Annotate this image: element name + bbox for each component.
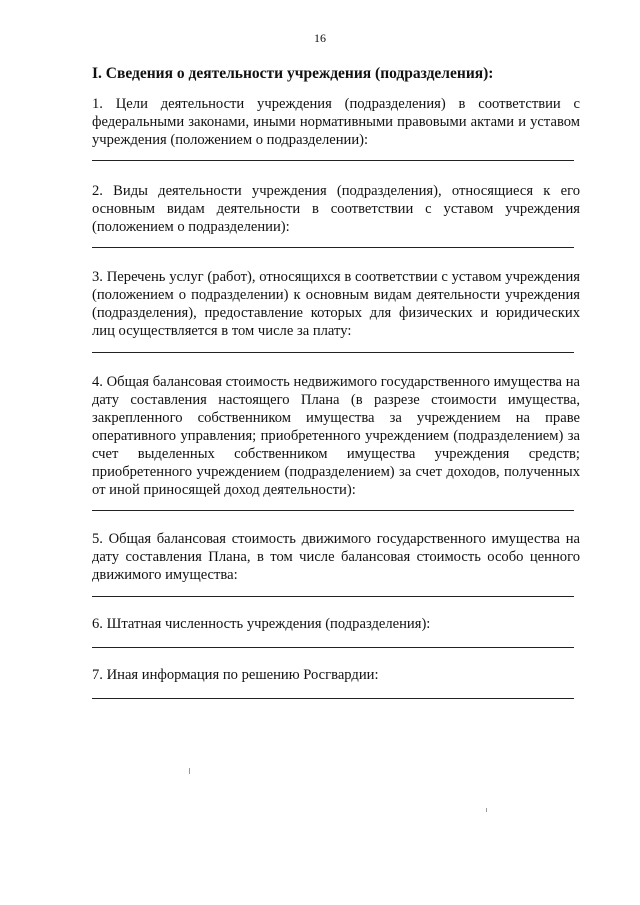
item-2-text: 2. Виды деятельности учреждения (подразделения), относящиеся к его основным видам деятельности в соответствии с уставом учреждения (положением о подразделении): — [92, 183, 580, 235]
item-6-answer-line — [92, 647, 574, 648]
item-2-answer-line — [92, 247, 574, 248]
item-1-text: 1. Цели деятельности учреждения (подразделения) в соответствии с федеральными законами, иными нормативными правовыми актами и уставом учреждения (положением о подразделении): — [92, 96, 580, 148]
item-7-answer-line — [92, 698, 574, 699]
item-1-answer-line — [92, 160, 574, 161]
item-3-text: 3. Перечень услуг (работ), относящихся в соответствии с уставом учреждения (положением о подразделении) к основным видам деятельности учреждения (подразделения), предоставление которых для физических и юридических лиц осуществляется в том числе за плату: — [92, 269, 580, 339]
item-4-text: 4. Общая балансовая стоимость недвижимого государственного имущества на дату составления настоящего Плана (в разрезе стоимости имущества, закрепленного собственником имущества за учреждением на праве оперативного управления; приобретенного учреждением (подразделением) за счет выделенных собственником имущества учреждения средств; приобретенного учреждением (подразделением) за счет доходов, полученных от иной приносящей доход деятельности): — [92, 374, 580, 498]
section-title: I. Сведения о деятельности учреждения (подразделения): — [92, 65, 494, 82]
item-3-answer-line — [92, 352, 574, 353]
item-6-text: 6. Штатная численность учреждения (подразделения): — [92, 616, 431, 632]
scan-speck — [189, 768, 190, 774]
item-5-text: 5. Общая балансовая стоимость движимого государственного имущества на дату составления Плана, в том числе балансовая стоимость особо ценного движимого имущества: — [92, 531, 580, 583]
item-7-text: 7. Иная информация по решению Росгвардии: — [92, 667, 379, 683]
page-number: 16 — [314, 31, 326, 45]
scan-speck — [486, 808, 487, 812]
item-5-answer-line — [92, 596, 574, 597]
item-4-answer-line — [92, 510, 574, 511]
